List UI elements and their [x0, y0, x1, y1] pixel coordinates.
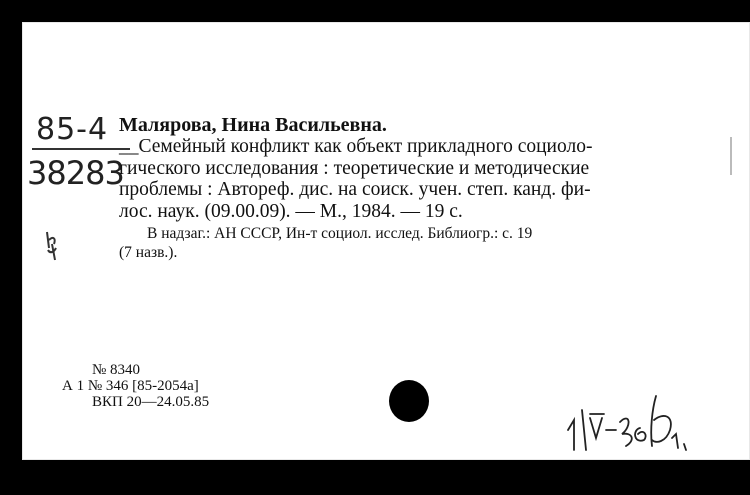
punch-hole	[389, 380, 429, 422]
card-edge-mark	[730, 137, 732, 175]
note-line: В надзаг.: АН СССР, Ин-т социол. исслед. Библиогр.: с. 19	[147, 225, 533, 242]
title-description	[119, 136, 709, 222]
catalog-card	[22, 22, 750, 460]
title-line: гического исследования : теоретические и методические	[119, 157, 590, 179]
card-metadata	[62, 362, 209, 410]
title-underline	[32, 148, 130, 150]
title-line: проблемы : Автореф. дис. на соиск. учен. степ. канд. фи-	[119, 179, 591, 200]
handwritten-date-signature	[560, 390, 710, 452]
author-name: Малярова, Нина Васильевна.	[119, 114, 387, 136]
title-line: __Семейный конфликт как объект прикладного социоло-	[119, 136, 593, 157]
note-line: (7 назв.).	[119, 244, 178, 261]
handwritten-mark-icon	[44, 230, 60, 264]
bibliographic-note	[119, 224, 709, 262]
card-vkp: ВКП 20—24.05.85	[92, 394, 210, 410]
card-number: № 8340	[92, 362, 141, 378]
card-series: А 1 № 346 [85-2054а]	[62, 378, 199, 394]
handwritten-shelf-code: 85-4	[36, 112, 109, 147]
title-line: лос. наук. (09.00.09). — М., 1984. — 19 с.	[119, 200, 463, 222]
handwritten-accession-number: 38283	[27, 154, 124, 192]
